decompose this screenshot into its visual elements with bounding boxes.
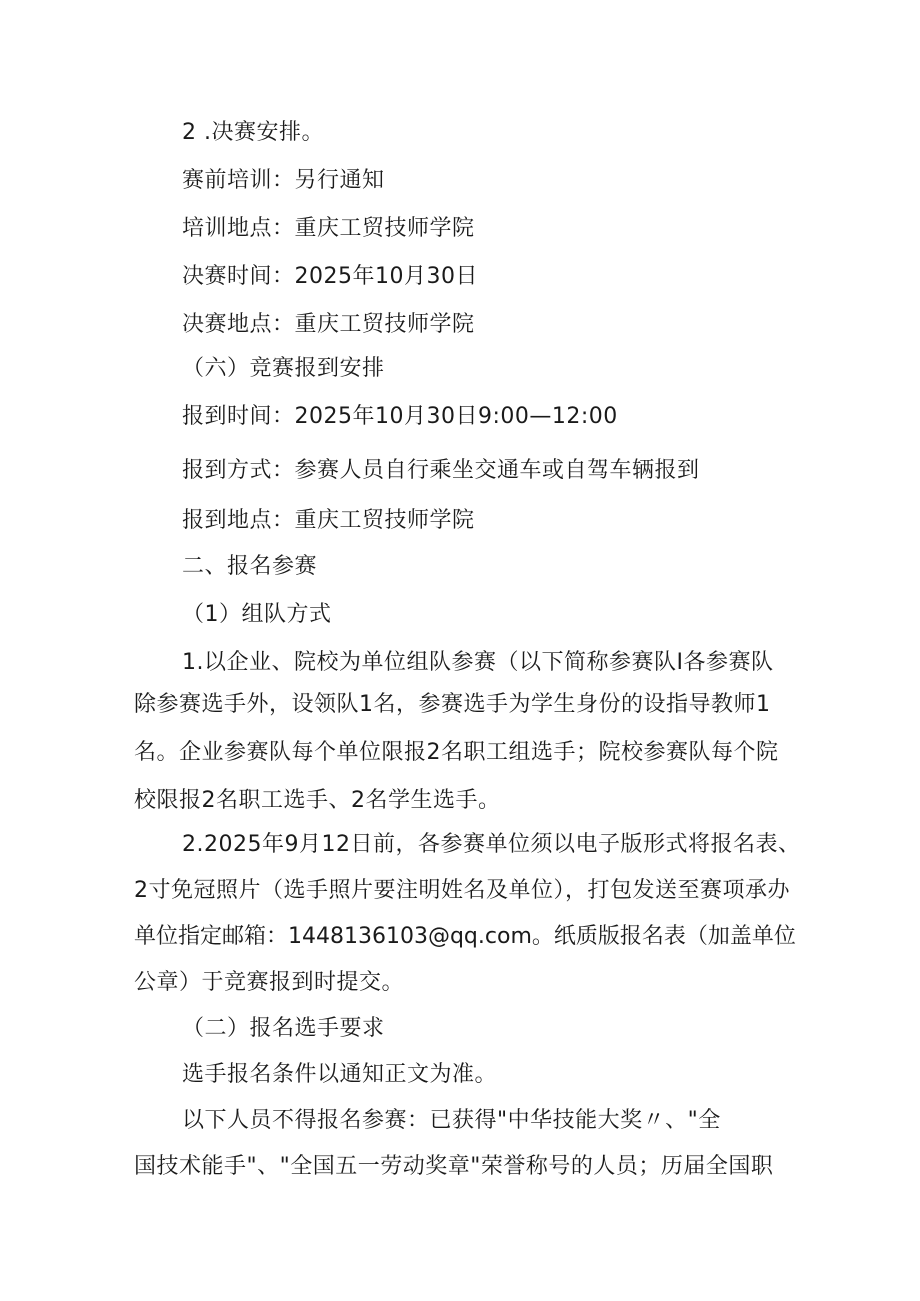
team-paragraph-line-3: 名。企业参赛队每个单位限报2名职工组选手；院校参赛队每个院	[134, 740, 779, 765]
team-formation-heading: （1）组队方式	[182, 602, 332, 627]
checkin-location-line: 报到地点：重庆工贸技师学院	[182, 508, 475, 533]
submission-paragraph-line-3: 单位指定邮箱：1448136103@qq.com。纸质版报名表（加盖单位	[134, 924, 796, 949]
pre-training-line: 赛前培训：另行通知	[182, 168, 385, 193]
submission-paragraph-line-2: 2寸免冠照片（选手照片要注明姓名及单位），打包发送至赛项承办	[134, 878, 790, 903]
submission-paragraph-line-1: 2.2025年9月12日前，各参赛单位须以电子版形式将报名表、	[182, 832, 801, 857]
team-paragraph-line-1: 1.以企业、院校为单位组队参赛（以下简称参赛队I各参赛队	[182, 650, 774, 675]
requirements-note-line: 选手报名条件以通知正文为准。	[182, 1062, 498, 1087]
final-arrangement-heading: 2 .决赛安排。	[182, 120, 324, 145]
final-time-line: 决赛时间：2025年10月30日	[182, 264, 478, 289]
team-paragraph-line-4: 校限报2名职工选手、2名学生选手。	[134, 788, 501, 813]
training-location-line: 培训地点：重庆工贸技师学院	[182, 216, 475, 241]
team-paragraph-line-2: 除参赛选手外，设领队1名，参赛选手为学生身份的设指导教师1	[134, 692, 771, 717]
final-location-line: 决赛地点：重庆工贸技师学院	[182, 312, 475, 337]
submission-paragraph-line-4: 公章）于竞赛报到时提交。	[134, 970, 405, 995]
contestant-requirements-heading: （二）报名选手要求	[182, 1016, 385, 1041]
exclusion-paragraph-line-1: 以下人员不得报名参赛：已获得"中华技能大奖〃、"全	[182, 1108, 721, 1133]
checkin-section-heading: （六）竞赛报到安排	[182, 356, 385, 381]
checkin-method-line: 报到方式：参赛人员自行乘坐交通车或自驾车辆报到	[182, 458, 700, 483]
registration-section-heading: 二、报名参赛	[182, 554, 318, 579]
checkin-time-line: 报到时间：2025年10月30日9:00—12:00	[182, 404, 618, 429]
exclusion-paragraph-line-2: 国技术能手"、"全国五一劳动奖章"荣誉称号的人员；历届全国职	[134, 1154, 774, 1179]
